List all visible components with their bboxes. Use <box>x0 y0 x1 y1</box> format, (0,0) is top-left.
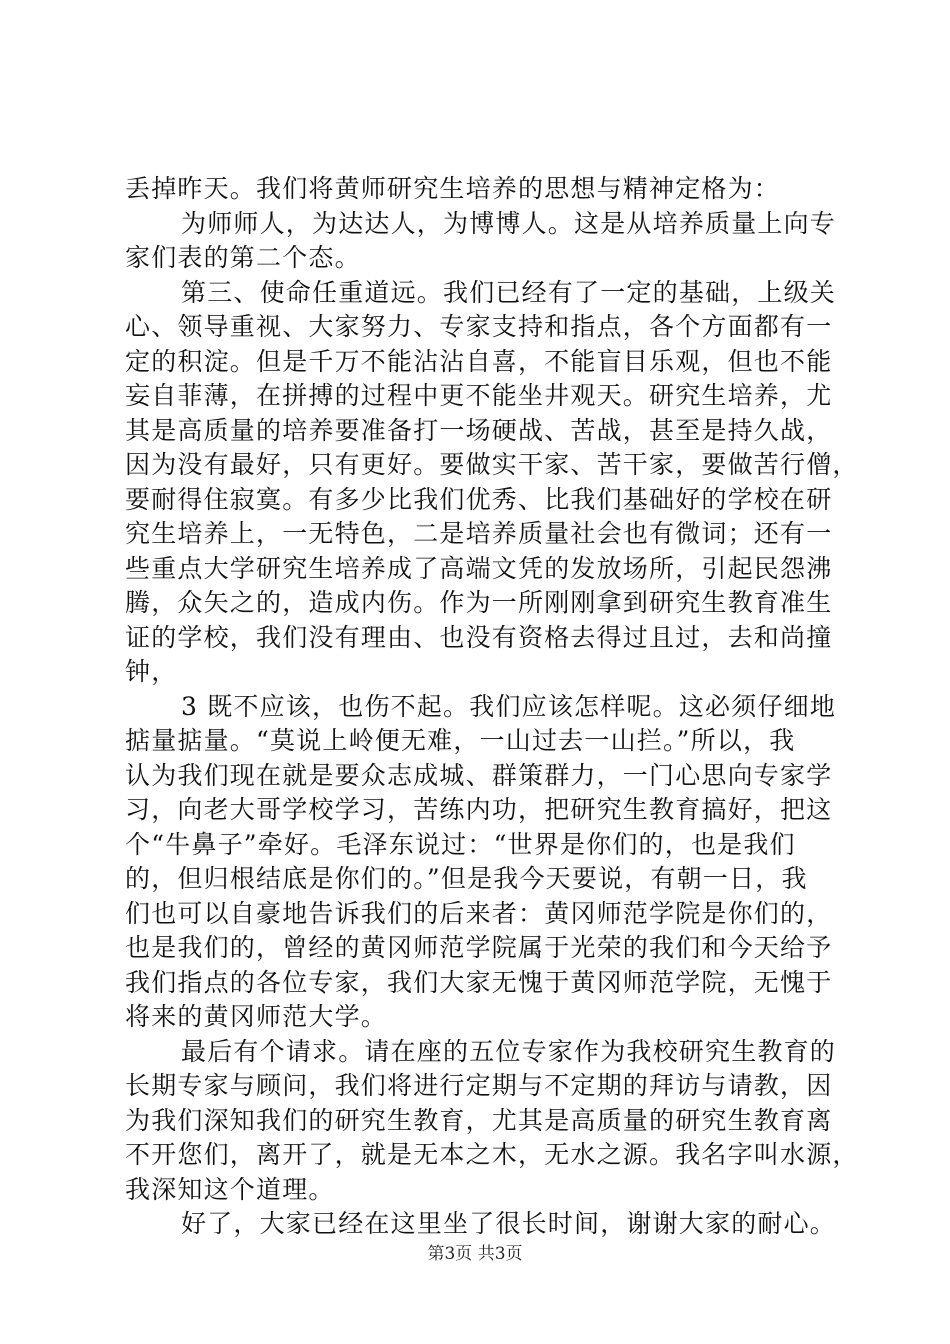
text-line: 长期专家与顾问，我们将进行定期与不定期的拜访与请教，因 <box>125 1071 833 1100</box>
text-line: 妄自菲薄，在拼搏的过程中更不能坐井观天。研究生培养，尤 <box>125 381 833 410</box>
text-line: 丢掉昨天。我们将黄师研究生培养的思想与精神定格为： <box>125 174 781 203</box>
text-line: 究生培养上，一无特色，二是培养质量社会也有微词；还有一 <box>125 519 833 548</box>
text-line: 其是高质量的培养要准备打一场硬战、苦战，甚至是持久战， <box>125 415 833 445</box>
text-line: 3 既不应该，也伤不起。我们应该怎样呢。这必须仔细地 <box>181 691 837 721</box>
text-line: 钟， <box>125 657 178 686</box>
text-line: 我们指点的各位专家，我们大家无愧于黄冈师范学院，无愧于 <box>125 967 833 997</box>
text-line: 不开您们，离开了，就是无本之木，无水之源。我名字叫水源， <box>125 1140 859 1169</box>
page-number-label: 第3页 共3页 <box>427 1244 523 1264</box>
text-line: 为我们深知我们的研究生教育，尤其是高质量的研究生教育离 <box>125 1105 833 1135</box>
text-line: 些重点大学研究生培养成了高端文凭的发放场所，引起民怨沸 <box>125 553 833 583</box>
text-line: 心、领导重视、大家努力、专家支持和指点，各个方面都有一 <box>125 312 833 341</box>
text-line: 掂量掂量。“莫说上岭便无难，一山过去一山拦。”所以，我 <box>125 726 796 755</box>
text-line: 因为没有最好，只有更好。要做实干家、苦干家，要做苦行僧， <box>125 450 859 479</box>
text-line: 腾，众矢之的，造成内伤。作为一所刚刚拿到研究生教育准生 <box>125 588 833 617</box>
text-line: 好了，大家已经在这里坐了很长时间，谢谢大家的耐心。 <box>181 1209 837 1238</box>
text-line: 最后有个请求。请在座的五位专家作为我校研究生教育的 <box>181 1036 837 1066</box>
text-line: 要耐得住寂寞。有多少比我们优秀、比我们基础好的学校在研 <box>125 484 833 514</box>
text-line: 们也可以自豪地告诉我们的后来者：黄冈师范学院是你们的， <box>125 898 833 928</box>
text-line: 也是我们的，曾经的黄冈师范学院属于光荣的我们和今天给予 <box>125 933 833 962</box>
text-line: 认为我们现在就是要众志成城、群策群力，一门心思向专家学 <box>125 760 833 790</box>
page-footer <box>0 1243 950 1265</box>
text-line: 证的学校，我们没有理由、也没有资格去得过且过，去和尚撞 <box>125 622 833 652</box>
text-line: 习，向老大哥学校学习，苦练内功，把研究生教育搞好，把这 <box>125 795 833 824</box>
text-line: 第三、使命任重道远。我们已经有了一定的基础，上级关 <box>181 277 837 307</box>
text-line: 为师师人，为达达人，为博博人。这是从培养质量上向专 <box>181 208 837 238</box>
text-line: 我深知这个道理。 <box>125 1174 335 1204</box>
body-text <box>125 172 859 1242</box>
text-line: 将来的黄冈师范大学。 <box>125 1002 388 1031</box>
text-line: 家们表的第二个态。 <box>125 243 361 272</box>
text-line: 的，但归根结底是你们的。”但是我今天要说，有朝一日，我 <box>125 864 808 893</box>
text-line: 个“牛鼻子”牵好。毛泽东说过：“世界是你们的，也是我们 <box>125 829 796 859</box>
text-line: 定的积淀。但是千万不能沾沾自喜，不能盲目乐观，但也不能 <box>125 346 833 376</box>
